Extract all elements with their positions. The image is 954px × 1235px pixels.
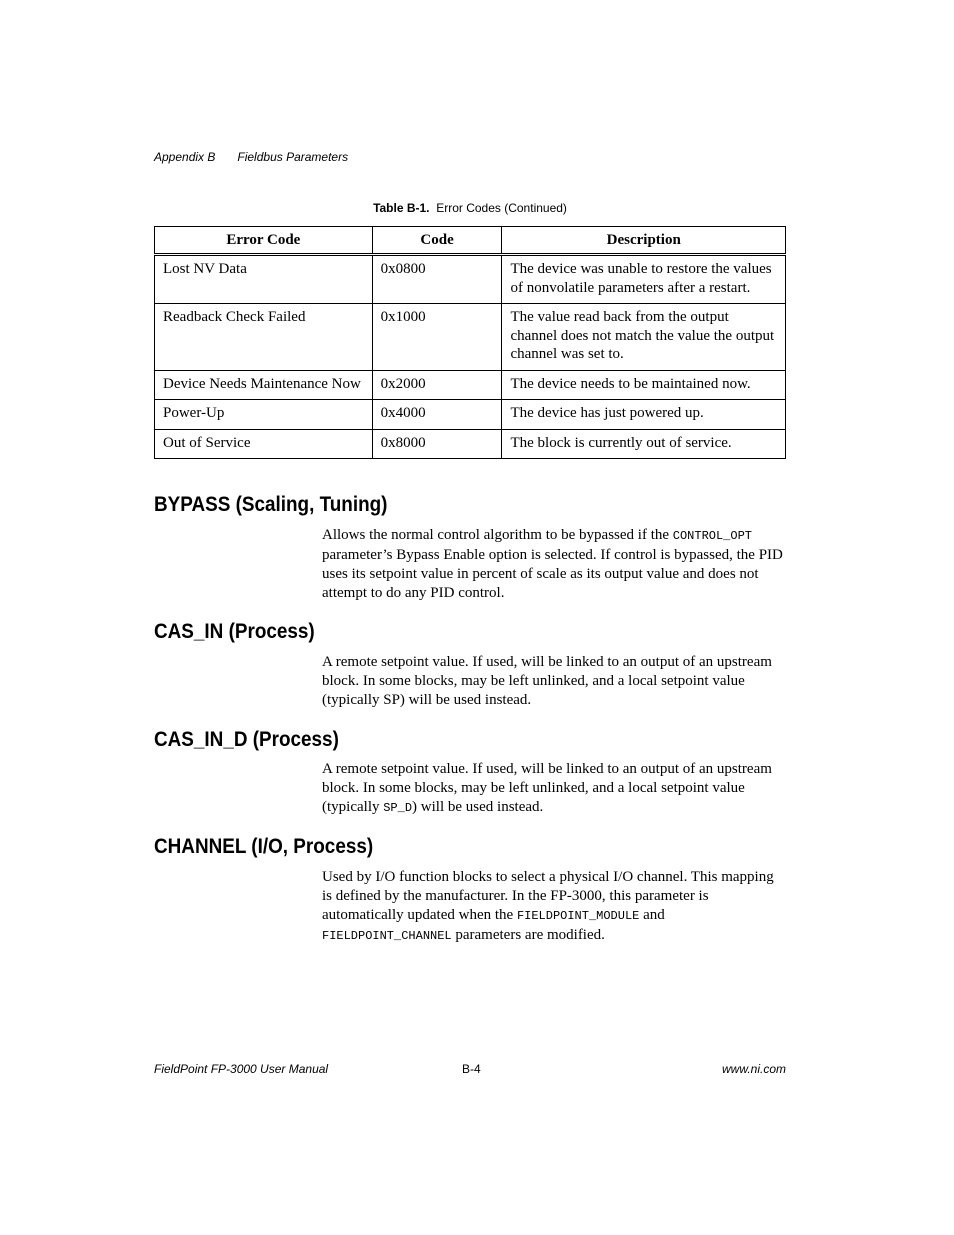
body-text: parameters are modified.: [451, 927, 605, 943]
cell-error-code: Lost NV Data: [155, 255, 373, 304]
cell-error-code: Power-Up: [155, 400, 373, 430]
running-header: [154, 150, 348, 164]
cell-code: 0x1000: [372, 304, 502, 371]
table-header-row: [155, 227, 786, 255]
table-caption: [154, 201, 786, 215]
cell-error-code: Device Needs Maintenance Now: [155, 370, 373, 400]
cell-code: 0x0800: [372, 255, 502, 304]
body-text: A remote setpoint value. If used, will be linked to an output of an upstream block. In some blocks, may be left unlinked, and a local setpoint value (typically: [322, 761, 772, 815]
column-header-error-code: Error Code: [155, 227, 373, 255]
code-fieldpoint-module: FIELDPOINT_MODULE: [516, 909, 640, 923]
footer-url: www.ni.com: [721, 1062, 786, 1076]
cell-description: The device has just powered up.: [502, 400, 786, 430]
column-header-description: Description: [502, 227, 786, 255]
section-heading-cas-in: CAS_IN (Process): [154, 620, 315, 643]
section-body-bypass: [322, 526, 786, 603]
table-row: [155, 429, 786, 459]
body-text: ) will be used instead.: [412, 799, 544, 815]
table-row: [155, 370, 786, 400]
cell-description: The block is currently out of service.: [502, 429, 786, 459]
page-footer: [154, 1062, 786, 1078]
code-control-opt: CONTROL_OPT: [672, 529, 752, 543]
cell-error-code: Out of Service: [155, 429, 373, 459]
body-text: and: [639, 907, 665, 923]
cell-code: 0x2000: [372, 370, 502, 400]
table-caption-label: Table B-1.: [373, 201, 430, 215]
cell-code: 0x4000: [372, 400, 502, 430]
section-heading-cas-in-d: CAS_IN_D (Process): [154, 728, 339, 751]
appendix-label: Appendix B: [154, 150, 216, 164]
table-row: [155, 400, 786, 430]
chapter-title: Fieldbus Parameters: [237, 150, 349, 164]
section-body-cas-in-d: [322, 760, 786, 818]
cell-error-code: Readback Check Failed: [155, 304, 373, 371]
cell-description: The device was unable to restore the values of nonvolatile parameters after a restart.: [502, 255, 786, 304]
cell-code: 0x8000: [372, 429, 502, 459]
footer-manual-title: FieldPoint FP-3000 User Manual: [154, 1062, 329, 1076]
section-heading-channel: CHANNEL (I/O, Process): [154, 835, 374, 858]
body-text: Used by I/O function blocks to select a physical I/O channel. This mapping is defined by the manufacturer. In the FP-3000, this parameter is automatically updated when the: [322, 869, 774, 923]
section-body-channel: [322, 868, 786, 946]
cell-description: The device needs to be maintained now.: [502, 370, 786, 400]
error-codes-table: [154, 226, 786, 459]
table-row: [155, 255, 786, 304]
body-text: parameter’s Bypass Enable option is selected. If control is bypassed, the PID uses its setpoint value in percent of scale as its output value and does not attempt to do any PID control.: [322, 547, 783, 601]
body-text: Allows the normal control algorithm to be bypassed if the: [322, 527, 673, 543]
section-body-cas-in: A remote setpoint value. If used, will be linked to an output of an upstream block. In some blocks, may be left unlinked, and a local setpoint value (typically SP) will be used instead.: [322, 654, 772, 708]
code-sp-d: SP_D: [383, 801, 413, 815]
code-fieldpoint-channel: FIELDPOINT_CHANNEL: [322, 929, 452, 943]
footer-page-number: B-4: [462, 1062, 481, 1076]
table-row: [155, 304, 786, 371]
table-caption-title: Error Codes (Continued): [436, 201, 567, 215]
section-heading-bypass: BYPASS (Scaling, Tuning): [154, 493, 388, 516]
column-header-code: Code: [372, 227, 502, 255]
cell-description: The value read back from the output channel does not match the value the output channel was set to.: [502, 304, 786, 371]
